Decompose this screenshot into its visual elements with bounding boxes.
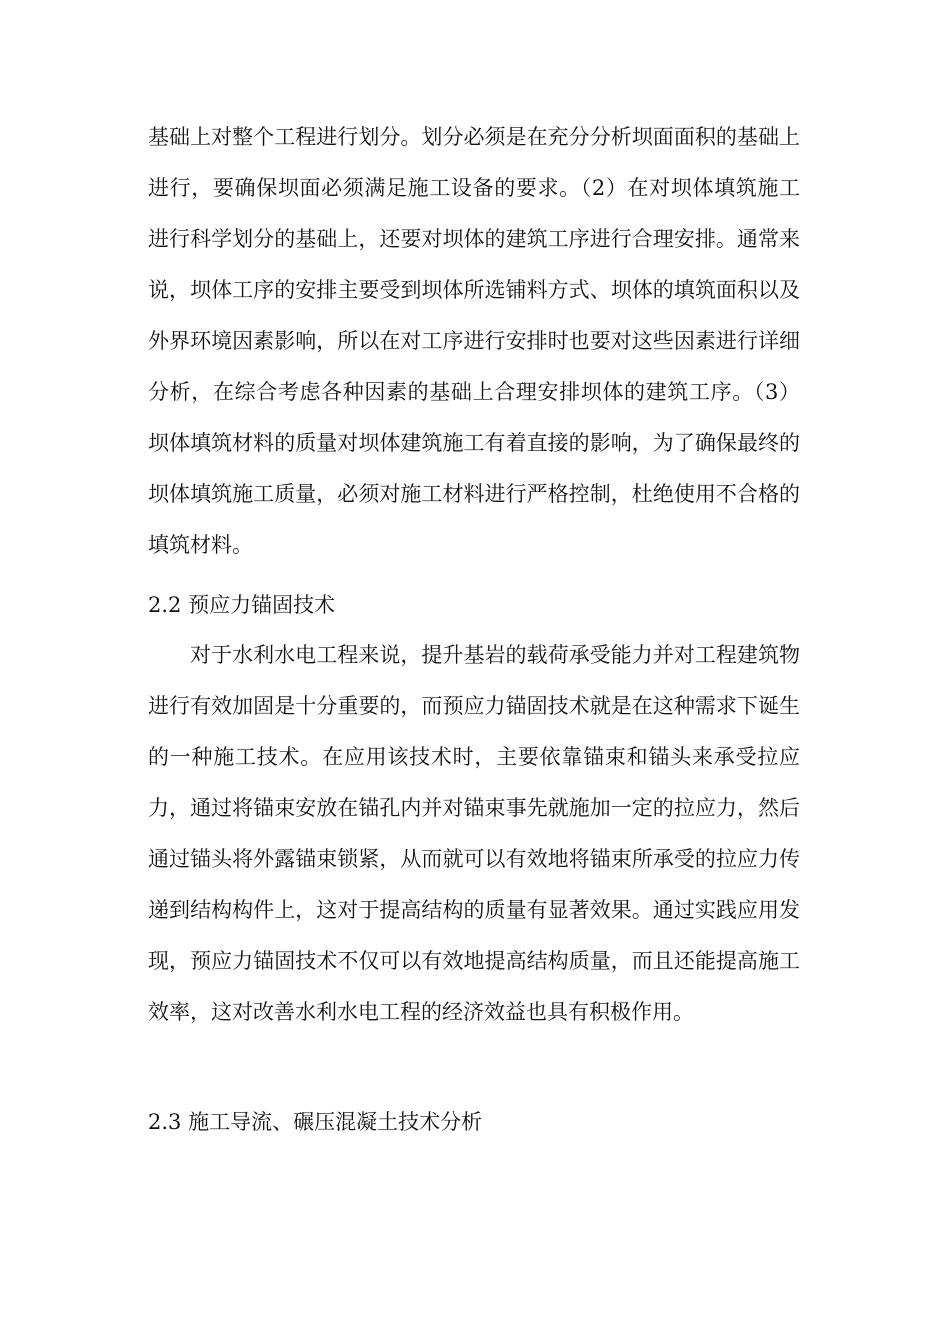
section-heading-2-2: 2.2 预应力锚固技术 bbox=[148, 593, 336, 617]
paragraph-block bbox=[148, 630, 800, 1038]
section-heading-2-3: 2.3 施工导流、碾压混凝土技术分析 bbox=[148, 1110, 483, 1134]
paragraph-prestressed-anchoring: 对于水利水电工程来说，提升基岩的载荷承受能力并对工程建筑物进行有效加固是十分重要的，而预应力锚固技术就是在这种需求下诞生的一种施工技术。在应用该技术时，主要依靠锚束和锚头来承受拉应力，通过将锚束安放在锚孔内并对锚束事先就施加一定的拉应力，然后通过锚头将外露锚束锁紧，从而就可以有效地将锚束所承受的拉应力传递到结构构件上，这对于提高结构的质量有显著效果。通过实践应用发现，预应力锚固技术不仅可以有效地提高结构质量，而且还能提高施工效率，这对改善水利水电工程的经济效益也具有积极作用。 bbox=[148, 643, 800, 1024]
paragraph-dam-filling: 基础上对整个工程进行划分。划分必须是在充分分析坝面面积的基础上进行，要确保坝面必须满足施工设备的要求。（2）在对坝体填筑施工进行科学划分的基础上，还要对坝体的建筑工序进行合理安排。通常来说，坝体工序的安排主要受到坝体所选铺料方式、坝体的填筑面积以及外界环境因素影响，所以在对工序进行安排时也要对这些因素进行详细分析，在综合考虑各种因素的基础上合理安排坝体的建筑工序。（3）坝体填筑材料的质量对坝体建筑施工有着直接的影响，为了确保最终的坝体填筑施工质量，必须对施工材料进行严格控制，杜绝使用不合格的填筑材料。 bbox=[148, 125, 800, 557]
section-heading-block bbox=[148, 1097, 800, 1148]
section-heading-block bbox=[148, 580, 800, 631]
paragraph-block bbox=[148, 112, 800, 571]
